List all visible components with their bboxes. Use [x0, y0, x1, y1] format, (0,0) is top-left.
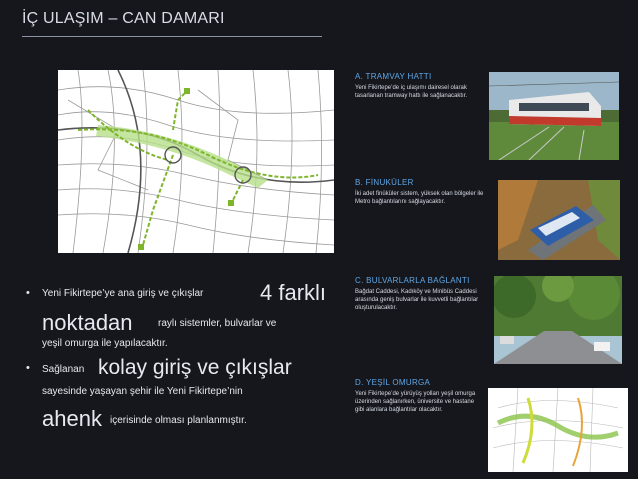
- section-yesil-omurga: [355, 378, 495, 415]
- section-b-heading: B. FİNUKÜLER: [355, 178, 414, 187]
- bullet-2-text-b: sayesinde yaşayan şehir ile Yeni Fikirtepe’nin: [42, 386, 243, 397]
- bullet-dot: •: [26, 362, 30, 374]
- tram-photo: [489, 72, 619, 160]
- bullet-2-highlight-a: kolay giriş ve çıkışlar: [98, 356, 292, 379]
- bullet-1-highlight-b: noktadan: [42, 310, 133, 335]
- green-spine-diagram: [488, 388, 628, 472]
- page-title: İÇ ULAŞIM – CAN DAMARI: [22, 10, 225, 27]
- section-finukuler: [355, 178, 495, 206]
- site-plan-map: [58, 70, 334, 253]
- bullet-1-text-c: yeşil omurga ile yapılacaktır.: [42, 338, 168, 349]
- bullet-list: [22, 278, 347, 432]
- bullet-1-line-2: [22, 306, 347, 335]
- bullet-2-text-c: içerisinde olması planlanmıştır.: [110, 415, 247, 426]
- section-bulvar: [355, 276, 495, 313]
- bullet-1-highlight-a: 4 farklı: [260, 280, 327, 305]
- funicular-photo: [498, 180, 620, 260]
- section-tramvay: [355, 72, 495, 100]
- section-d-text: Yeni Fikirtepe’de yürüyüş yolları yeşil omurga üzerinden sağlanırken, üniversite ve hastane gibi alanlara bağlantılar olacaktır.: [355, 391, 476, 414]
- bullet-2-line-1: [22, 354, 347, 382]
- bullet-2-line-2: [22, 382, 347, 402]
- site-plan-drawing: [58, 70, 334, 253]
- section-c-heading: C. BULVARLARLA BAĞLANTI: [355, 276, 470, 285]
- title-divider: [22, 36, 322, 37]
- boulevard-photo: [494, 276, 622, 364]
- bullet-2-text-a: Sağlanan: [42, 364, 85, 375]
- bullet-2-highlight-b: ahenk: [42, 406, 102, 431]
- bullet-dot: •: [26, 287, 30, 299]
- section-a-heading: A. TRAMVAY HATTI: [355, 72, 432, 81]
- section-b-text: İki adet finüküler sistem, yüksek olan bölgeler ile Metro bağlantılarını sağlayacaktır.: [355, 191, 484, 206]
- section-a-text: Yeni Fikirtepe’de iç ulaşımı dairesel olarak tasarlanan tramway hattı ile sağlanacaktır.: [355, 85, 468, 100]
- section-d-heading: D. YEŞİL OMURGA: [355, 378, 431, 387]
- bullet-1-text-a: Yeni Fikirtepe’ye ana giriş ve çıkışlar: [42, 288, 204, 299]
- bullet-1-text-b: raylı sistemler, bulvarlar ve: [158, 318, 277, 329]
- bullet-1-line-3: [22, 332, 347, 354]
- bullet-1-line-1: [22, 278, 347, 306]
- bullet-2-line-3: [22, 402, 347, 432]
- section-c-text: Bağdat Caddesi, Kadıköy ve Minibüs Caddesi arasında geniş bulvarlar ile kuvvetli bağlantılar oluşturulacaktır.: [355, 289, 479, 312]
